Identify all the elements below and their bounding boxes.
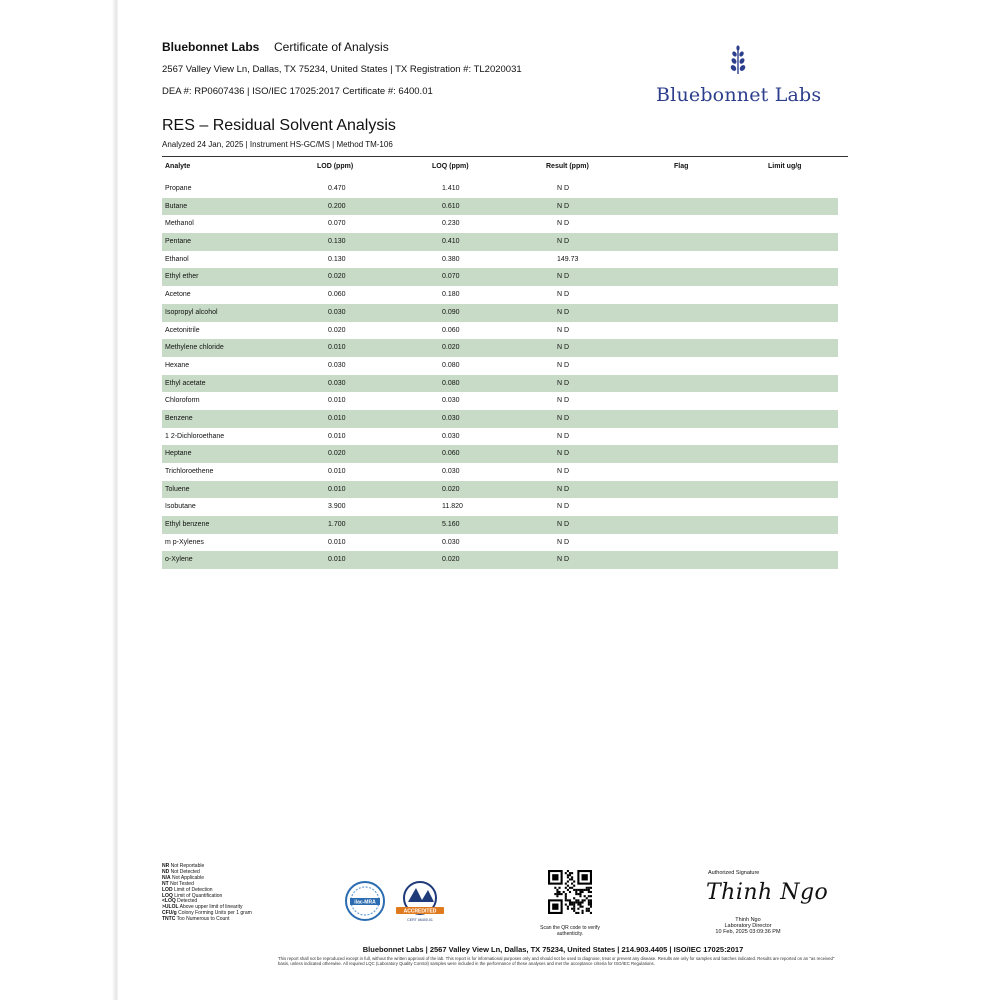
table-row: [162, 551, 838, 569]
table-row: [162, 428, 838, 446]
lab-address: 2567 Valley View Ln, Dallas, TX 75234, United States | TX Registration #: TL2020031: [162, 64, 522, 75]
cell-result: N D: [557, 485, 570, 493]
cell-analyte: Ethyl acetate: [165, 379, 206, 387]
a2la-accredited-seal-icon: [390, 880, 450, 924]
column-header-result: Result (ppm): [546, 163, 589, 170]
table-row: [162, 463, 838, 481]
cell-analyte: Trichloroethene: [165, 468, 214, 475]
cell-analyte: Methylene chloride: [165, 344, 224, 352]
cell-analyte: Ethanol: [165, 255, 189, 263]
legend-item: [162, 917, 252, 923]
cell-result: N D: [557, 521, 570, 529]
cell-lod: 0.030: [328, 379, 346, 387]
footer-disclaimer: This report shall not be reproduced except in full, without the written approval of the lab. This report is for informational purposes only and should not be used to diagnose, treat or prevent any disease. Results are only for samples and batches indicated. Results are reported on an "as received" basis, unless indicated otherwise. All required LQC (Laboratory Quality Control) samples were included in the performance of these analyses and met the acceptance criteria for ISO/IEC Regulations.: [278, 956, 835, 966]
cell-loq: 0.610: [442, 202, 460, 210]
cell-lod: 0.470: [328, 185, 346, 192]
cell-loq: 0.030: [442, 397, 460, 405]
table-row: [162, 322, 838, 340]
legend-abbrev: NR: [162, 863, 170, 869]
cell-loq: 0.230: [442, 220, 460, 228]
cell-lod: 1.700: [328, 521, 346, 529]
handwritten-signature: Thinh Ngo: [706, 880, 829, 905]
cell-result: N D: [557, 202, 570, 210]
cell-loq: 0.030: [442, 414, 460, 422]
cell-result: N D: [557, 361, 570, 369]
table-row: [162, 410, 838, 428]
cell-lod: 0.070: [328, 220, 346, 228]
signatory-title: Laboratory Director: [724, 923, 772, 930]
legend-abbrev: TNTC: [162, 916, 176, 923]
a2la-text: ACCREDITED: [403, 908, 437, 915]
legend-abbrev: LOD: [162, 886, 173, 893]
cell-result: N D: [557, 238, 570, 246]
table-row: [162, 304, 838, 322]
table-row: [162, 339, 838, 357]
footer-line: Bluebonnet Labs | 2567 Valley View Ln, Dallas, TX 75234, United States | 214.903.4405 | ISO/IEC 17025:2017: [362, 945, 744, 954]
qr-code-icon[interactable]: [548, 870, 592, 914]
cell-loq: 0.020: [442, 344, 460, 352]
cell-lod: 0.010: [328, 556, 346, 564]
cell-result: N D: [557, 185, 570, 192]
document-type: Certificate of Analysis: [274, 40, 389, 54]
cell-result: N D: [557, 397, 570, 405]
table-row: [162, 534, 838, 552]
cell-result: N D: [557, 556, 570, 564]
table-row: [162, 233, 838, 251]
table-row: [162, 286, 838, 304]
table-row: [162, 198, 838, 216]
table-row: [162, 392, 838, 410]
cell-lod: 0.010: [328, 344, 346, 352]
qr-caption: Scan the QR code to verify authenticity.: [540, 925, 600, 937]
cell-analyte: Butane: [165, 202, 188, 210]
cell-result: N D: [557, 291, 570, 299]
cell-analyte: Hexane: [165, 361, 190, 369]
cell-analyte: Isopropyl alcohol: [165, 308, 218, 316]
legend-abbrev: <LOQ: [162, 898, 176, 905]
legend-abbrev: LOQ: [162, 892, 173, 899]
cell-loq: 0.180: [442, 291, 460, 299]
legend-meaning: Colony Forming Units per 1 gram: [178, 910, 252, 917]
section-subtitle: Analyzed 24 Jan, 2025 | Instrument HS-GC/MS | Method TM-106: [162, 140, 393, 149]
legend-meaning: Limit of Quantification: [174, 892, 223, 899]
cell-lod: 0.030: [328, 308, 346, 316]
cell-analyte: Benzene: [165, 414, 193, 422]
cell-analyte: Toluene: [165, 485, 190, 493]
section-title: RES – Residual Solvent Analysis: [162, 117, 396, 134]
cell-loq: 0.030: [442, 538, 460, 546]
cell-lod: 0.010: [328, 468, 346, 475]
cell-lod: 0.010: [328, 538, 346, 546]
cell-loq: 0.030: [442, 432, 460, 440]
cell-analyte: Ethyl ether: [165, 273, 199, 281]
column-header-limit: Limit ug/g: [768, 163, 802, 170]
cell-loq: 0.030: [442, 468, 460, 475]
cell-loq: 0.080: [442, 361, 460, 369]
legend-meaning: Not Tested: [170, 880, 194, 887]
cell-result: N D: [557, 273, 570, 281]
legend-meaning: Above upper limit of linearity: [179, 904, 243, 911]
cell-result: N D: [557, 308, 570, 316]
cell-result: N D: [557, 432, 570, 440]
cell-analyte: Acetonitrile: [165, 326, 200, 334]
cell-loq: 0.020: [442, 556, 460, 564]
table-header: [162, 163, 838, 177]
cell-lod: 0.010: [328, 397, 346, 405]
certificate-page: [118, 0, 1000, 1000]
cell-analyte: 1 2-Dichloroethane: [165, 432, 225, 440]
cell-lod: 0.010: [328, 414, 346, 422]
legend-abbrev: >ULOL: [162, 904, 179, 911]
ilac-mra-seal-icon: [344, 880, 386, 922]
table-row: [162, 251, 838, 269]
header-rule: [162, 156, 848, 157]
cell-lod: 0.020: [328, 450, 346, 458]
cell-result: N D: [557, 379, 570, 387]
cell-result: N D: [557, 450, 570, 458]
legend-abbrev: CFU/g: [162, 910, 177, 917]
signatory-block: [678, 917, 818, 936]
legend-meaning: Limit of Detection: [173, 886, 213, 893]
table-row: [162, 481, 838, 499]
column-header-analyte: Analyte: [165, 163, 191, 170]
legend-meaning: Detected: [177, 898, 198, 905]
legend-meaning: Not Reportable: [170, 863, 205, 869]
lab-name: Bluebonnet Labs: [162, 40, 260, 54]
cell-result: N D: [557, 326, 570, 334]
cell-lod: 0.060: [328, 291, 346, 299]
cell-lod: 3.900: [328, 503, 346, 511]
table-row: [162, 268, 838, 286]
cell-loq: 0.090: [442, 308, 460, 316]
abbreviation-legend: [162, 864, 252, 923]
cell-loq: 11.820: [442, 503, 463, 511]
table-row: [162, 215, 838, 233]
cell-loq: 0.060: [442, 450, 460, 458]
ilac-text: ilac-MRA: [354, 899, 376, 906]
cell-analyte: Acetone: [165, 291, 191, 299]
cell-analyte: Propane: [165, 185, 192, 192]
table-row: [162, 180, 838, 198]
cell-result: N D: [557, 503, 570, 511]
cell-analyte: Methanol: [165, 220, 194, 228]
cell-loq: 0.410: [442, 238, 460, 246]
cell-loq: 1.410: [442, 185, 460, 192]
cell-analyte: o-Xylene: [165, 556, 193, 564]
cell-loq: 0.080: [442, 379, 460, 387]
cell-result: N D: [557, 344, 570, 352]
table-row: [162, 375, 838, 393]
cell-lod: 0.010: [328, 432, 346, 440]
cell-analyte: Pentane: [165, 238, 192, 246]
cell-lod: 0.020: [328, 273, 346, 281]
cell-analyte: Heptane: [165, 450, 192, 458]
table-row: [162, 357, 838, 375]
results-table: [162, 180, 838, 569]
cell-loq: 0.020: [442, 485, 460, 493]
cell-result: N D: [557, 468, 570, 475]
cell-result: N D: [557, 220, 570, 228]
cell-analyte: Chloroform: [165, 397, 200, 405]
cell-lod: 0.200: [328, 202, 346, 210]
cell-lod: 0.010: [328, 485, 346, 493]
cell-analyte: m p-Xylenes: [165, 538, 204, 546]
column-header-loq: LOQ (ppm): [432, 163, 469, 170]
table-row: [162, 498, 838, 516]
cell-loq: 0.060: [442, 326, 460, 334]
column-header-flag: Flag: [674, 163, 689, 170]
legend-meaning: Too Numerous to Count: [176, 916, 230, 923]
cell-result: N D: [557, 414, 570, 422]
column-header-lod: LOD (ppm): [317, 163, 354, 170]
legend-meaning: Not Detected: [170, 868, 200, 875]
cell-lod: 0.030: [328, 361, 346, 369]
legend-abbrev: ND: [162, 868, 170, 875]
cell-lod: 0.020: [328, 326, 346, 334]
registration-line: DEA #: RP0607436 | ISO/IEC 17025:2017 Certificate #: 6400.01: [162, 86, 433, 97]
signatory-name: Thinh Ngo: [735, 917, 761, 923]
signature-label: Authorized Signature: [708, 870, 760, 876]
logo-wordmark: Bluebonnet Labs: [656, 84, 822, 106]
signature-date: 10 Feb, 2025 03:09:36 PM: [715, 929, 781, 936]
table-row: [162, 516, 838, 534]
cell-loq: 0.380: [442, 255, 460, 263]
cell-result: N D: [557, 538, 570, 546]
cell-analyte: Ethyl benzene: [165, 521, 210, 529]
legend-abbrev: NT: [162, 880, 169, 887]
cell-loq: 0.070: [442, 273, 460, 281]
cell-loq: 5.160: [442, 521, 460, 529]
cell-lod: 0.130: [328, 255, 346, 263]
table-row: [162, 445, 838, 463]
page-margin: [0, 0, 118, 1000]
a2la-cert: CERT #6400.01: [407, 918, 433, 922]
cell-lod: 0.130: [328, 238, 346, 246]
legend-meaning: Not Applicable: [172, 874, 204, 881]
cell-result: 149.73: [557, 255, 579, 263]
legend-abbrev: N/A: [162, 874, 171, 881]
cell-analyte: Isobutane: [165, 503, 196, 511]
